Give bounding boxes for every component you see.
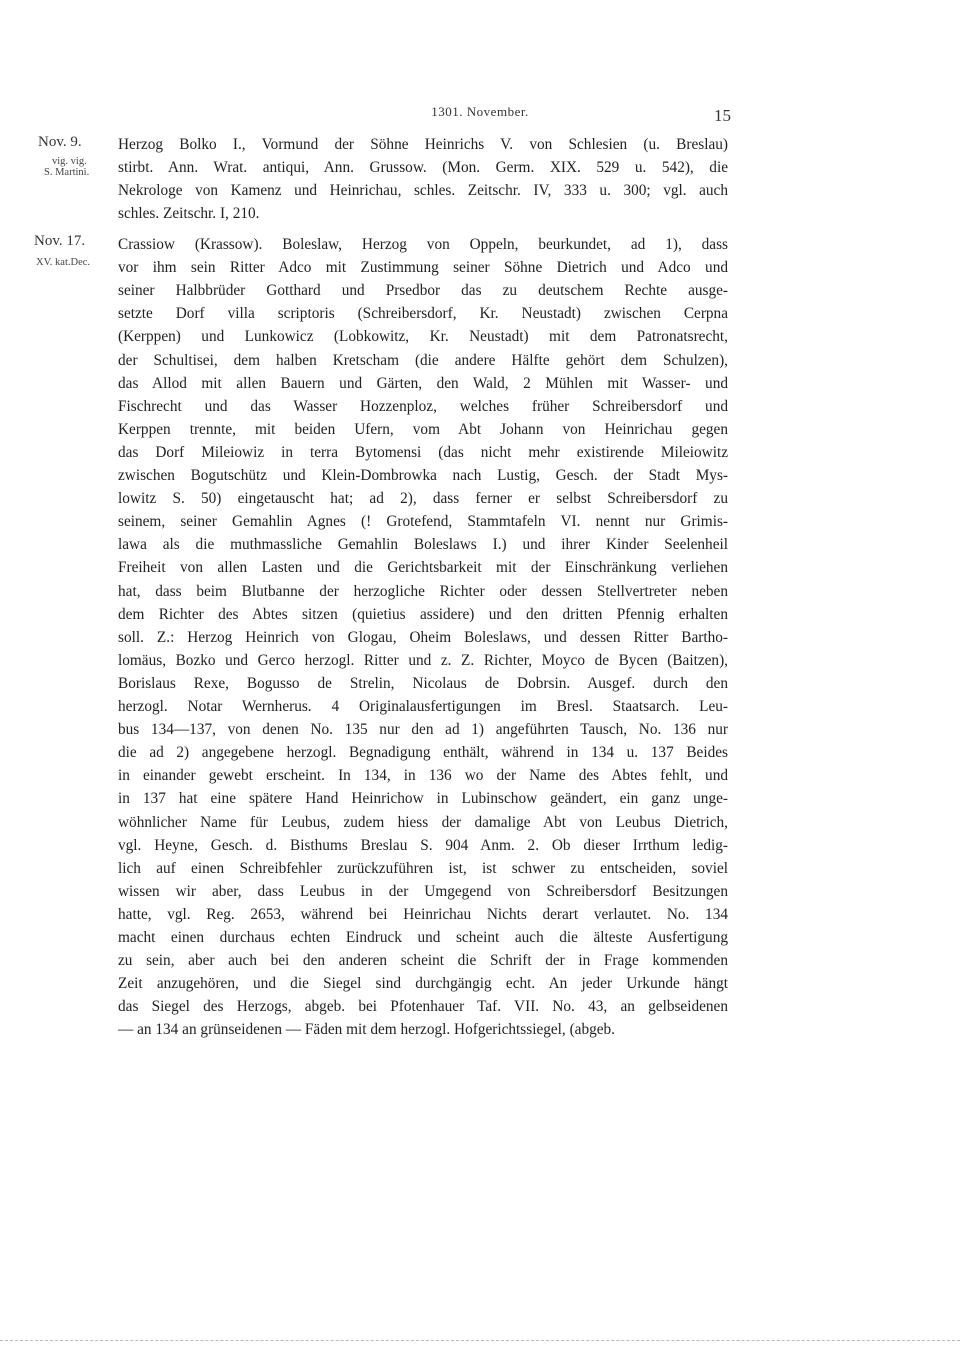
text-line: hat, dass beim Blutbanne der herzogliche Richter oder dessen Stellvertreter neben xyxy=(118,582,728,600)
text-line: Freiheit von allen Lasten und die Gerichtsbarkeit mit der Einschränkung verliehen xyxy=(118,559,728,577)
text-line: hatte, vgl. Reg. 2653, während bei Heinrichau Nichts derart verlautet. No. 134 xyxy=(118,905,728,923)
text-line: die ad 2) angegebene herzogl. Begnadigung enthält, während in 134 u. 137 Beides xyxy=(118,744,728,762)
text-line: seiner Halbbrüder Gotthard und Prsedbor das zu deutschem Rechte ausge- xyxy=(118,282,728,300)
margin-note: vig. vig. xyxy=(52,156,87,167)
text-line: macht einen durchaus echten Eindruck und scheint auch die älteste Ausfertigung xyxy=(118,929,728,946)
entry-date: Nov. 17. xyxy=(34,233,86,249)
margin-note: S. Martini. xyxy=(44,167,90,178)
running-title: 1301. November. xyxy=(431,104,529,119)
text-line: das Dorf Mileiowiz in terra Bytomensi (das nicht mehr existirende Mileiowitz xyxy=(118,443,728,461)
text-line: wissen wir aber, dass Leubus in der Umgegend von Schreibersdorf Besitzungen xyxy=(118,882,728,900)
page-number: 15 xyxy=(714,106,731,125)
text-line: in 137 hat eine spätere Hand Heinrichow in Lubinschow geändert, ein ganz unge- xyxy=(118,790,728,808)
text-line: Nekrologe von Kamenz und Heinrichau, schles. Zeitschr. IV, 333 u. 300; vgl. auch xyxy=(118,182,728,200)
text-line: bus 134—137, von denen No. 135 nur den ad 1) angeführten Tausch, No. 136 nur xyxy=(118,721,728,739)
text-line: seinem, seiner Gemahlin Agnes (! Grotefend, Stammtafeln VI. nennt nur Grimis- xyxy=(118,513,728,531)
text-line: setzte Dorf villa scriptoris (Schreibersdorf, Kr. Neustadt) zwischen Cerpna xyxy=(118,305,728,323)
text-line: vor ihm sein Ritter Adco mit Zustimmung seiner Söhne Dietrich und Adco und xyxy=(118,259,728,277)
text-line: lawa als die muthmassliche Gemahlin Boleslaws I.) und ihrer Kinder Seelenheil xyxy=(118,536,728,554)
text-line: wöhnlicher Name für Leubus, zudem hiess der damalige Abt von Leubus Dietrich, xyxy=(118,813,728,831)
text-line: zwischen Bogutschütz und Klein-Dombrowka nach Lustig, Gesch. der Stadt Mys- xyxy=(118,467,728,484)
text-line: Herzog Bolko I., Vormund der Söhne Heinrichs V. von Schlesien (u. Breslau) xyxy=(118,136,728,153)
text-line: dem Richter des Abtes sitzen (quietius assidere) und den dritten Pfennig erhalten xyxy=(118,605,728,623)
text-line: soll. Z.: Herzog Heinrich von Glogau, Oheim Boleslaws, und dessen Ritter Bartho- xyxy=(118,628,728,646)
text-line: stirbt. Ann. Wrat. antiqui, Ann. Grussow. (Mon. Germ. XIX. 529 u. 542), die xyxy=(118,159,728,177)
text-line: zu sein, aber auch bei den anderen scheint die Schrift der in Frage kommenden xyxy=(118,952,728,970)
scan-edge-line xyxy=(0,1340,960,1341)
text-line: das Allod mit allen Bauern und Gärten, den Wald, 2 Mühlen mit Wasser- und xyxy=(118,374,728,392)
text-line: Fischrecht und das Wasser Hozzenploz, welches früher Schreibersdorf und xyxy=(118,397,728,415)
text-line: lich auf einen Schreibfehler zurückzuführen ist, ist schwer zu entscheiden, soviel xyxy=(118,859,728,877)
text-line: Zeit anzugehören, und die Siegel sind durchgängig echt. An jeder Urkunde hängt xyxy=(118,975,728,993)
text-line: Crassiow (Krassow). Boleslaw, Herzog von Oppeln, beurkundet, ad 1), dass xyxy=(118,236,728,253)
text-line: Borislaus Rexe, Bogusso de Strelin, Nicolaus de Dobrsin. Ausgef. durch den xyxy=(118,674,728,692)
text-line: schles. Zeitschr. I, 210. xyxy=(118,205,260,223)
text-line: lomäus, Bozko und Gerco herzogl. Ritter und z. Z. Richter, Moyco de Bycen (Baitzen), xyxy=(118,651,728,669)
text-line: lowitz S. 50) eingetauscht hat; ad 2), dass ferner er selbst Schreibersdorf zu xyxy=(118,490,728,508)
text-line: in einander gewebt erscheint. In 134, in 136 wo der Name des Abtes fehlt, und xyxy=(118,767,728,785)
entry-date: Nov. 9. xyxy=(38,134,82,150)
text-line: herzogl. Notar Wernherus. 4 Originalausfertigungen im Bresl. Staatsarch. Leu- xyxy=(118,698,728,715)
text-line: vgl. Heyne, Gesch. d. Bisthums Breslau S. 904 Anm. 2. Ob dieser Irrthum ledig- xyxy=(118,836,728,854)
text-line: der Schultisei, dem halben Kretscham (die andere Hälfte gehört dem Schulzen), xyxy=(118,351,728,369)
text-line: das Siegel des Herzogs, abgeb. bei Pfotenhauer Taf. VII. No. 43, an gelbseidenen xyxy=(118,998,728,1016)
text-line: — an 134 an grünseidenen — Fäden mit dem herzogl. Hofgerichtssiegel, (abgeb. xyxy=(118,1021,616,1039)
text-line: (Kerppen) und Lunkowicz (Lobkowitz, Kr. Neustadt) mit dem Patronatsrecht, xyxy=(118,328,728,346)
margin-note: XV. kat.Dec. xyxy=(36,257,91,268)
text-line: Kerppen trennte, mit beiden Ufern, vom Abt Johann von Heinrichau gegen xyxy=(118,420,728,438)
